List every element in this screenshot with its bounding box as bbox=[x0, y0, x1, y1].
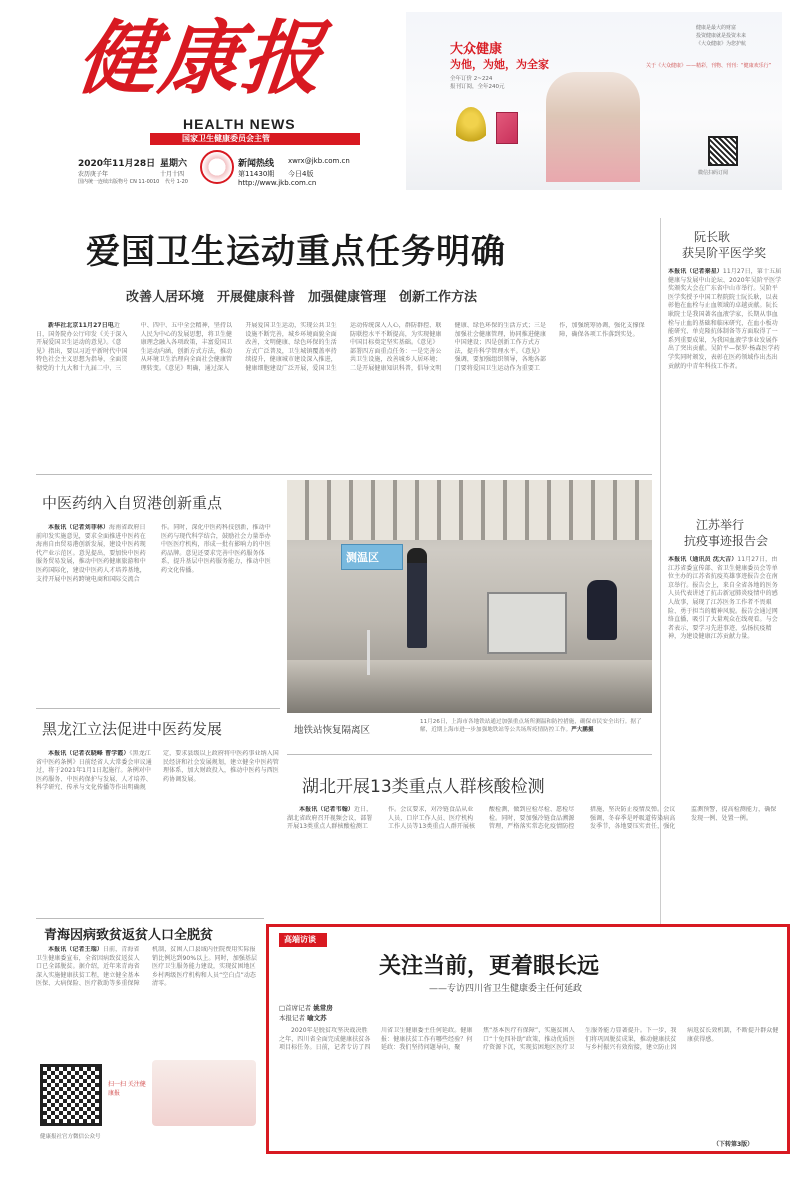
logo: 健康报 bbox=[73, 11, 329, 105]
temperature-sign-text: 测温区 bbox=[346, 551, 379, 564]
jiangsu-byline: 本报讯（通讯员 沈大吉） bbox=[668, 556, 738, 563]
qr-label: 扫一扫 关注健康报 bbox=[108, 1081, 146, 1097]
interview-headline: 关注当前，更着眼长远 bbox=[379, 954, 600, 979]
weekday: 星期六 bbox=[160, 159, 188, 169]
ad-line-3: 《大众健康》为您护航 bbox=[696, 41, 747, 47]
ruan-subtitle: 获吴阶平医学奖 bbox=[682, 246, 767, 260]
website-link[interactable]: http://www.jkb.com.cn bbox=[238, 179, 317, 187]
lunar-year: 农历庚子年 bbox=[78, 171, 109, 178]
ruan-article bbox=[668, 268, 782, 500]
qinghai-body: 日前，青海省卫生健康委宣布，全省因病致贫返贫人口已全部脱贫。据介绍，近年来青海省深入实施健康扶贫工程，建立健全基本医保、大病保险、医疗救助等多重保障机制，贫困人口县域内住院费用实际报销比例达到90%以上。同时，加强基层医疗卫生服务能力建设，实现贫困地区乡村两级医疗机构和人员“空白点”动态清零。 bbox=[36, 946, 258, 988]
ad-slogan: 为他，为她，为全家 bbox=[450, 58, 549, 71]
photo-caption bbox=[420, 718, 652, 748]
xray-scanner bbox=[487, 592, 567, 654]
wechat-qr-code[interactable] bbox=[40, 1064, 102, 1126]
ad-promo: 关于《大众健康》——精彩，刊物、刊刊：“健康欢乐行” bbox=[646, 63, 772, 69]
interview-tag bbox=[279, 933, 327, 947]
page-count: 今日4版 bbox=[288, 170, 314, 178]
wechat-footer: 健康报社官方微信公众号 bbox=[40, 1134, 101, 1140]
ad-banner[interactable] bbox=[406, 12, 782, 190]
hotline: xwrx@jkb.com.cn bbox=[288, 157, 350, 165]
heilongjiang-article bbox=[36, 750, 280, 910]
ruan-body: 11月27日，第十五届健康与发展中山论坛、2020年吴阶平医学奖颁奖大会在广东省中山市举行。吴阶平医学奖授予中国工程院院士阮长耿，以表彰他在血栓与止血领域的卓越贡献。阮长耿院士是我国著名血液学家，长期从事血栓与止血的基础和临床研究，在血小板功能研究、单克隆抗体制备等方面取得了一系列重要成果，为我国血液学事业发展作出了突出贡献。吴阶平—保罗·杨森医学药学奖同时颁发，表彰在医药领域作出杰出贡献的中青年科技工作者。 bbox=[668, 268, 782, 370]
temperature-sign bbox=[341, 544, 403, 570]
jiangsu-body: 11月27日，由江苏省委宣传部、省卫生健康委员会等单位主办的江苏省抗疫英雄事迹报告会在南京举行。报告会上，来自全省各地的医务人员代表讲述了抗击新冠肺炎疫情中的感人故事，展现了江苏医务工作者不畏艰险、勇于担当的精神风貌。报告会通过网络直播，吸引了大量观众在线观看。与会者表示，要学习先进事迹，弘扬抗疫精神，为建设健康江苏贡献力量。 bbox=[668, 556, 778, 641]
tcm-article bbox=[36, 524, 276, 704]
jiangsu-subtitle: 抗疫事迹报告会 bbox=[684, 534, 769, 548]
tcm-body: 海南省政府日前印发实施意见，要求全面推进中医药在海南自由贸易港创新发展，建设中医药现代产业示范区。意见提出，要加快中医药服务贸易发展，推动中医药健康旅游和中医药国际化，建设中医药人才培养基地，支持开展中医药跨境电商和国际交流合作。同时，深化中医药科技创新，推动中医药与现代科学结合，鼓励社会力量举办中医医疗机构，形成一批有影响力的中医药品牌。意见还要求完善中医药服务体系，提升基层中医药服务能力，推动中医药文化传播。 bbox=[36, 524, 271, 583]
interview-authors bbox=[279, 1003, 349, 1023]
qinghai-headline: 青海因病致贫返贫人口全脱贫 bbox=[44, 928, 214, 943]
author2-label: 本报记者 bbox=[279, 1014, 305, 1022]
qinghai-byline: 本报讯（记者王瑞） bbox=[48, 946, 103, 953]
main-article-body bbox=[36, 322, 652, 468]
seated-guard-figure bbox=[587, 580, 617, 640]
ad-qr-code[interactable] bbox=[708, 136, 738, 166]
ad-brand: 大众健康 bbox=[450, 42, 503, 57]
main-subtitle: 改善人居环境 开展健康科普 加强健康管理 创新工作方法 bbox=[126, 290, 478, 305]
magazine-cover bbox=[496, 112, 518, 144]
stanchion bbox=[367, 630, 370, 675]
divider-1 bbox=[36, 474, 652, 475]
interview-body: 2020年是脱贫攻坚决战决胜之年，四川省全面完成健康扶贫各项目标任务。日前，记者专访了四川省卫生健康委主任何延政。健康报：健康扶贫工作有哪些经验？何延政：我们坚持问题导向，聚焦“基本医疗有保障”，实施贫困人口“十免四补助”政策，推动优质医疗资源下沉，实现贫困地区医疗卫生服务能力显著提升。下一步，我们将巩固脱贫成果，推动健康扶贫与乡村振兴有效衔接，建立防止因病返贫长效机制，不断提升群众健康获得感。 bbox=[279, 1027, 779, 1052]
divider-3 bbox=[287, 754, 652, 755]
ad-price: 全年订价 2~224 bbox=[450, 76, 493, 82]
lunar-day: 十月十四 bbox=[160, 171, 185, 178]
interview-box bbox=[266, 924, 790, 1154]
health-news-label: HEALTH NEWS bbox=[183, 116, 296, 132]
hotline-label: 新闻热线 bbox=[238, 159, 275, 169]
ad-qr-hint: 微信扫码订阅 bbox=[698, 170, 729, 176]
hubei-body: 近日，湖北省政府召开视频会议，部署开展13类重点人群核酸检测工作。会议要求，对冷链食品从业人员、口岸工作人员、医疗机构工作人员等13类重点人群开展核酸检测，做到应检尽检、愿检尽检。同时，要加强冷链食品溯源管理，严格落实常态化疫情防控措施，坚决防止疫情反弹。会议强调，冬春季是呼吸道传染病高发季节，各地要压实责任，强化监测预警，提高检测能力，确保发现一例、处置一例。 bbox=[287, 806, 777, 831]
ruan-title: 阮长耿 bbox=[694, 230, 731, 244]
divider-4 bbox=[36, 918, 264, 919]
hubei-article bbox=[287, 806, 782, 918]
heilongjiang-headline: 黑龙江立法促进中医药发展 bbox=[42, 720, 223, 738]
qinghai-article bbox=[36, 946, 258, 1058]
hubei-headline: 湖北开展13类重点人群核酸检测 bbox=[302, 777, 545, 797]
divider-2 bbox=[36, 708, 280, 709]
ruan-byline: 本报讯（记者秦星） bbox=[668, 268, 723, 275]
ad-line-2: 投资健康就是投资未来 bbox=[696, 33, 747, 39]
main-headline: 爱国卫生运动重点任务明确 bbox=[86, 232, 506, 272]
author2: 喻文苏 bbox=[307, 1014, 327, 1022]
main-dateline: 新华社北京11月27日电 bbox=[48, 322, 114, 329]
author1-label: □首席记者 bbox=[279, 1004, 312, 1012]
tcm-headline: 中医药纳入自贸港创新重点 bbox=[42, 494, 223, 512]
photo-caption-title: 地铁站恢复隔离区 bbox=[294, 725, 371, 736]
security-guard-figure bbox=[407, 548, 427, 648]
heilongjiang-byline: 本报讯（记者衣晓峰 曹学霞） bbox=[48, 750, 130, 757]
plant-pot-icon bbox=[456, 107, 486, 152]
tcm-byline: 本报讯（记者刘菲林） bbox=[48, 524, 110, 531]
heilongjiang-body: 《黑龙江省中医药条例》日前经省人大常委会审议通过，将于2021年1月1日起施行。条例对中医药服务、中医药保护与发展、人才培养、科学研究、传承与文化传播等作出明确规定，要求县级以上政府将中医药事业纳入国民经济和社会发展规划，建立健全中医药管理体系，加大财政投入，推动中医药与西医药协调发展。 bbox=[36, 750, 279, 792]
main-article-text: 近日，国务院办公厅印发《关于深入开展爱国卫生运动的意见》。《意见》指出，要以习近平新时代中国特色社会主义思想为指导，全面贯彻党的十九大和十九届二中、三中、四中、五中全会精神，坚持以人民为中心的发展思想，将卫生健康理念融入各项政策，丰富爱国卫生运动内涵，创新方式方法，推动从环境卫生治理向全面社会健康管理转变。《意见》明确，通过深入开展爱国卫生运动，实现公共卫生设施不断完善，城乡环境面貌全面改善，文明健康、绿色环保的生活方式广泛普及，卫生城镇覆盖率持续提升，健康城市建设深入推进，健康细胞建设广泛开展，爱国卫生运动传统深入人心，群防群控、联防联控水平不断提高，为实现健康中国目标奠定坚实基础。《意见》部署四方面重点任务：一是完善公共卫生设施，改善城乡人居环境；二是开展健康知识科普，倡导文明健康、绿色环保的生活方式；三是加强社会健康管理，协同推进健康中国建设；四是创新工作方式方法，提升科学管理水平。《意见》强调，要加强组织领导，各地各部门要将爱国卫生运动作为重要工作，加强统筹协调，强化支撑保障，确保各项工作落到实处。 bbox=[36, 322, 645, 372]
issue-number: 第11430期 bbox=[238, 170, 275, 178]
ad-line-1: 健康是最大的财富 bbox=[696, 25, 737, 31]
interview-subtitle: ——专访四川省卫生健康委主任何延政 bbox=[429, 984, 583, 994]
seal-icon bbox=[200, 150, 234, 184]
interview-article bbox=[279, 1027, 779, 1143]
issn-line: 国内统一连续出版物号 CN 11-0010 bbox=[78, 179, 160, 185]
ad-subscribe: 报刊订阅，全年240元 bbox=[450, 84, 505, 90]
family-photo bbox=[546, 72, 640, 182]
date: 2020年11月28日 bbox=[78, 159, 156, 169]
photographer: 严大鹏摄 bbox=[571, 727, 594, 733]
jiangsu-title: 江苏举行 bbox=[696, 518, 745, 532]
hubei-byline: 本报讯（记者韦翰） bbox=[299, 806, 354, 813]
author1: 姚常房 bbox=[313, 1004, 333, 1012]
interview-tag-text: 高端访谈 bbox=[284, 935, 316, 944]
interview-continued[interactable]: （下转第3版） bbox=[713, 1141, 754, 1148]
qinghai-graphic bbox=[152, 1060, 256, 1126]
sponsor-text: 国家卫生健康委员会主管 bbox=[182, 134, 270, 143]
photo-caption-body: 11月26日，上海市各地铁站通过加强重点场所测温和防控措施，确保市民安全出行。据了解，近期上海市进一步加强地铁站等公共场所疫情防控工作。 bbox=[420, 719, 642, 733]
postcode: 代号 1-20 bbox=[165, 179, 188, 185]
subway-photo bbox=[287, 480, 652, 713]
